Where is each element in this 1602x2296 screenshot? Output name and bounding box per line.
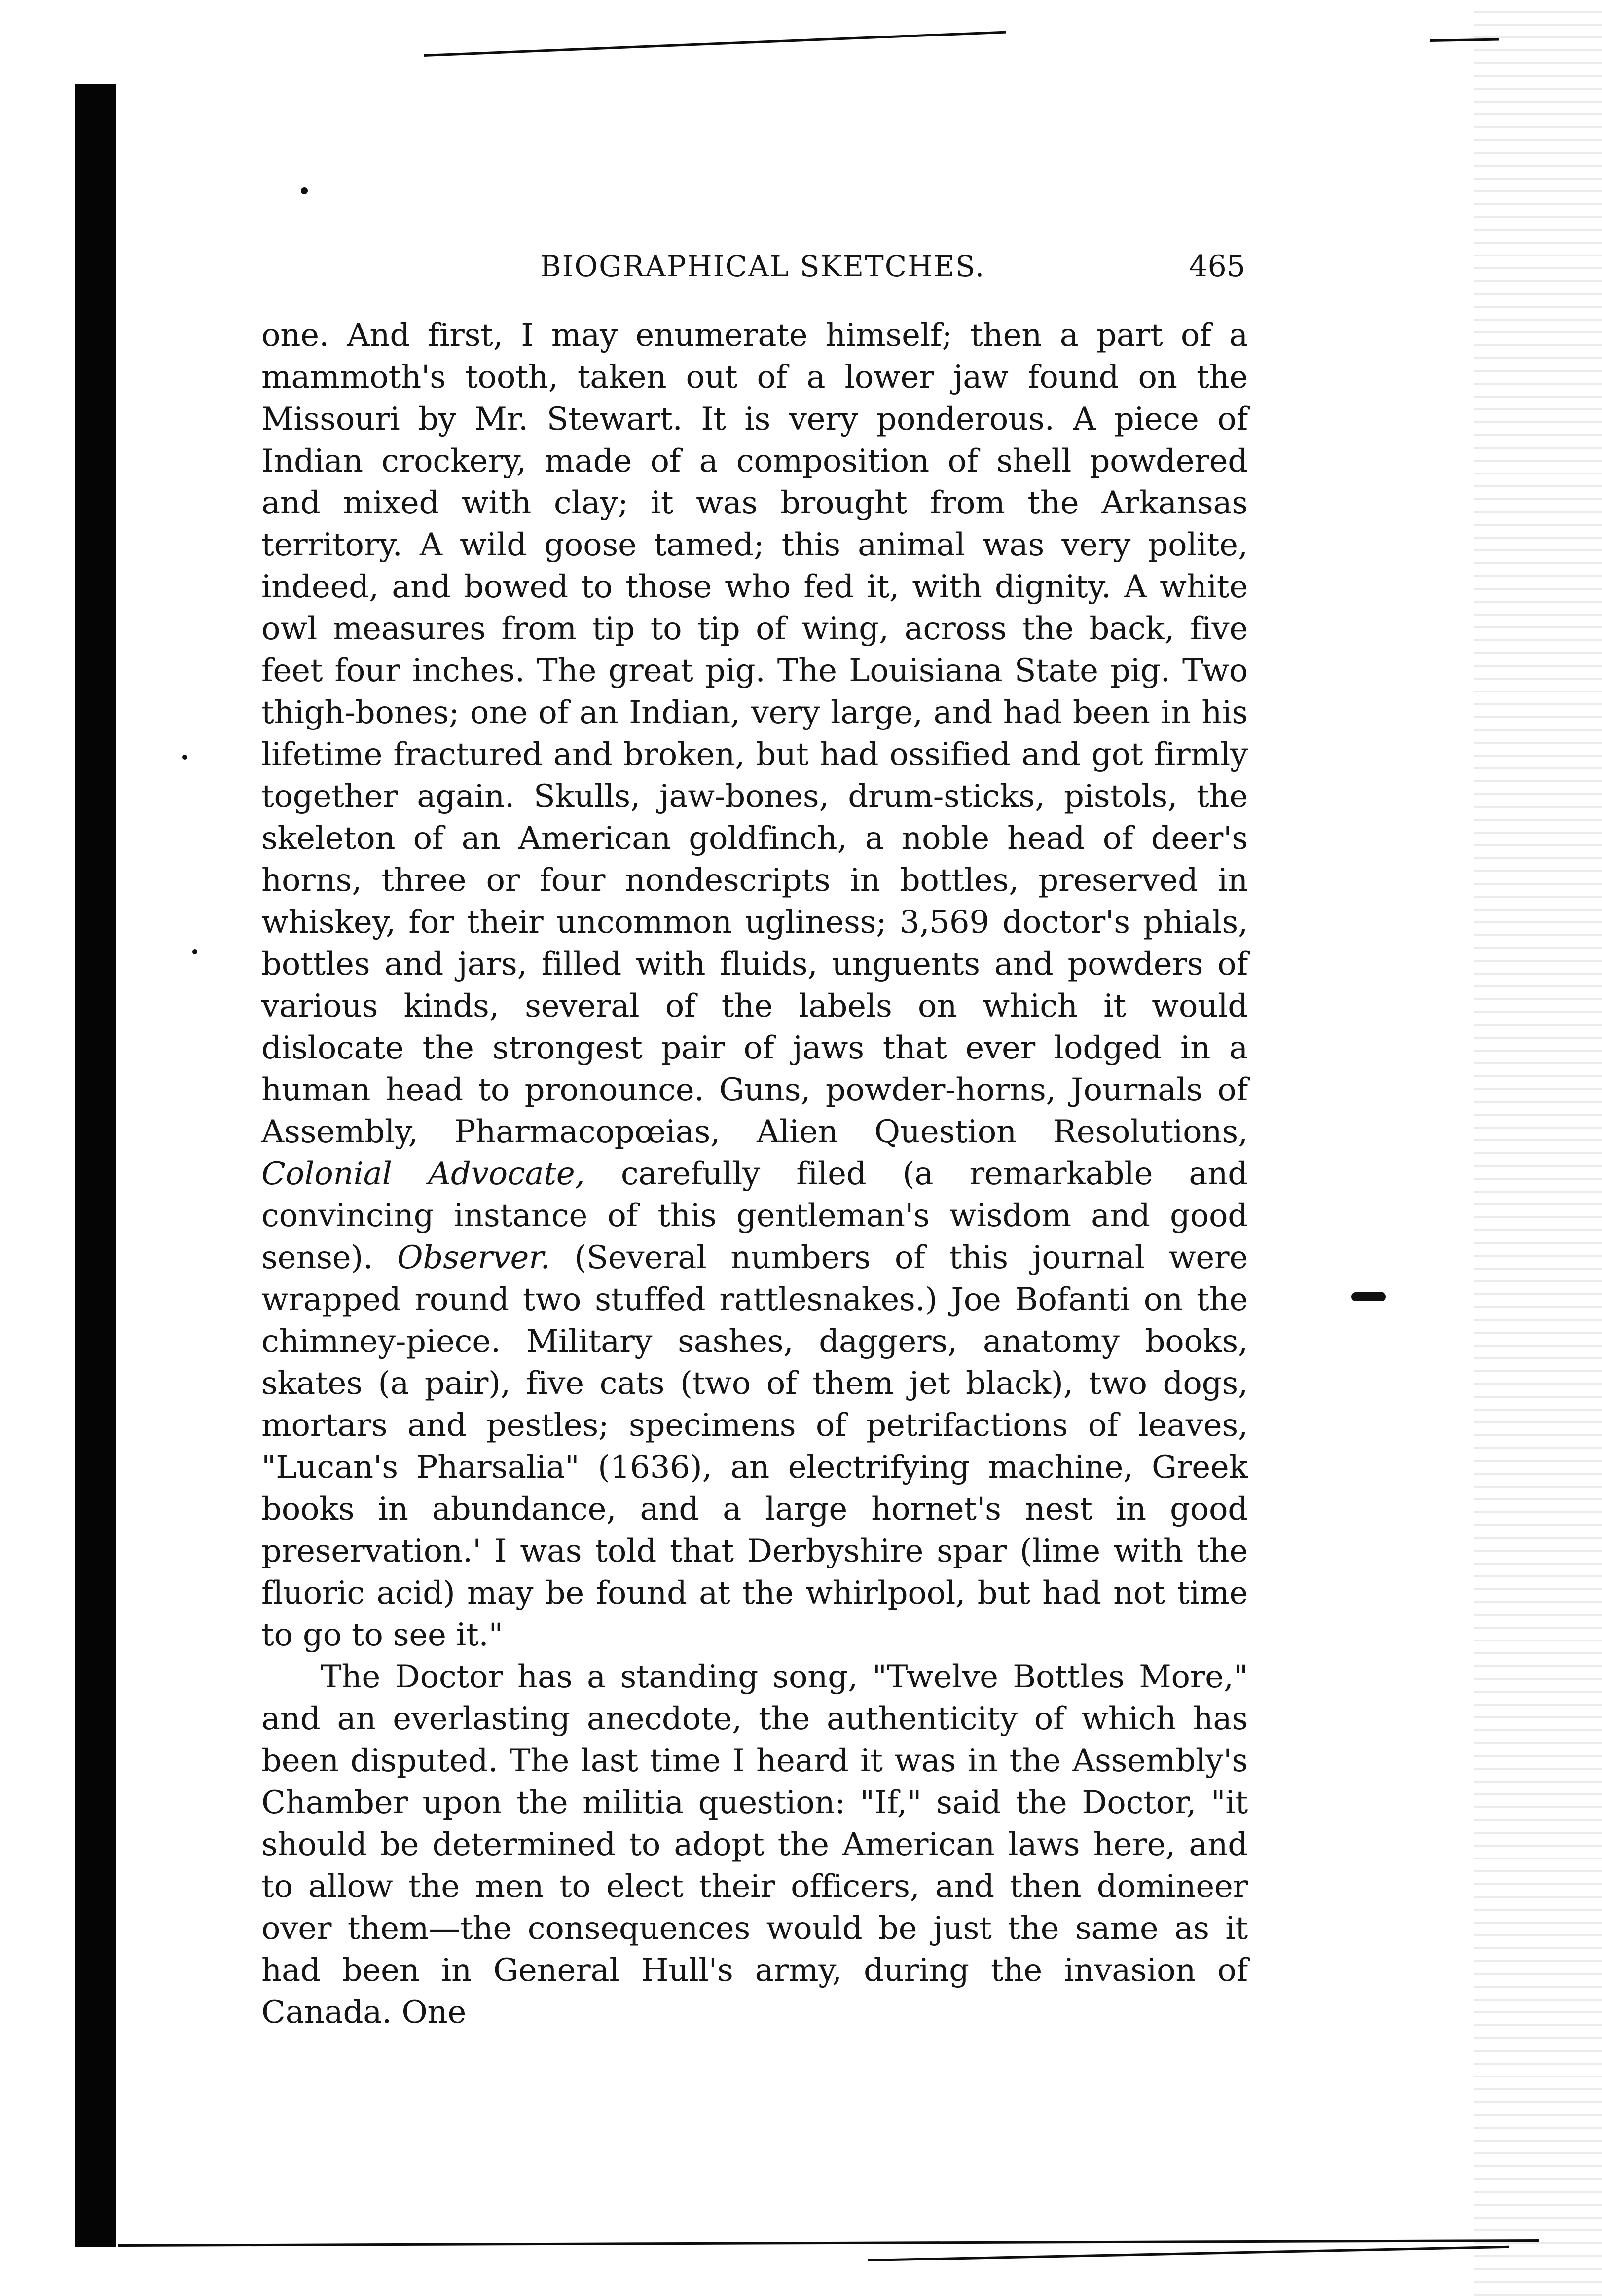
italic-title: Observer. (397, 1239, 550, 1276)
text-run: The Doctor has a standing song, "Twelve Bottles More," and an everlasting anecdote, the authenticity of which has been disputed. The last time I heard it was in the Assembly's Chamber upon the militia question: "If," said the Doctor, "it should be determined to adopt the American laws here, and to allow the men to elect their officers, and then domineer over them—the consequences would be just the same as it had been in General Hull's army, during the invasion of Canada. One (261, 1659, 1248, 2031)
bottom-scan-line-2 (868, 2246, 1509, 2261)
paragraph (261, 1656, 1248, 2034)
text-run: one. And first, I may enumerate himself; then a part of a mammoth's tooth, taken out of a lower jaw found on the Missouri by Mr. Stewart. It is very ponderous. A piece of Indian crockery, made of a composition of shell powdered and mixed with clay; it was brought from the Arkansas territory. A wild goose tamed; this animal was very polite, indeed, and bowed to those who fed it, with dignity. A white owl measures from tip to tip of wing, across the back, five feet four inches. The great pig. The Louisiana State pig. Two thigh-bones; one of an Indian, very large, and had been in his lifetime fractured and broken, but had ossified and got firmly together again. Skulls, jaw-bones, drum-sticks, pistols, the skeleton of an American goldfinch, a noble head of deer's horns, three or four nondescripts in bottles, preserved in whiskey, for their uncommon ugliness; 3,569 doctor's phials, bottles and jars, filled with fluids, unguents and powders of various kinds, several of the labels on which it would dislocate the strongest pair of jaws that ever lodged in a human head to pronounce. Guns, powder-horns, Journals of Assembly, Pharmacopœias, Alien Question Resolutions, (261, 317, 1248, 1150)
speck (182, 755, 187, 760)
running-head: BIOGRAPHICAL SKETCHES. (540, 250, 985, 283)
binding-shadow (75, 84, 116, 2247)
page-header (540, 249, 1245, 284)
paragraph (261, 315, 1248, 1656)
scan-edge-noise (1474, 0, 1602, 2296)
speck (192, 949, 197, 954)
text-run: carefully filed (a remarkable and convincing instance of this gentleman's wisdom and good sense). (261, 1156, 1248, 1276)
speck (1351, 1292, 1386, 1301)
top-scan-line (424, 31, 1006, 57)
page-number: 465 (1189, 249, 1245, 284)
bottom-scan-line (118, 2239, 1539, 2247)
text-run: (Several numbers of this journal were wrapped round two stuffed rattlesnakes.) Joe Bofanti on the chimney-piece. Military sashes, daggers, anatomy books, skates (a pair), five cats (two of them jet black), two dogs, mortars and pestles; specimens of petrifactions of leaves, "Lucan's Pharsalia" (1636), an electrifying machine, Greek books in abundance, and a large hornet's nest in good preservation.' I was told that Derbyshire spar (lime with the fluoric acid) may be found at the whirlpool, but had not time to go to see it." (261, 1239, 1248, 1653)
page-body (261, 315, 1248, 2034)
italic-title: Colonial Advocate, (261, 1156, 585, 1192)
speck (301, 187, 308, 194)
